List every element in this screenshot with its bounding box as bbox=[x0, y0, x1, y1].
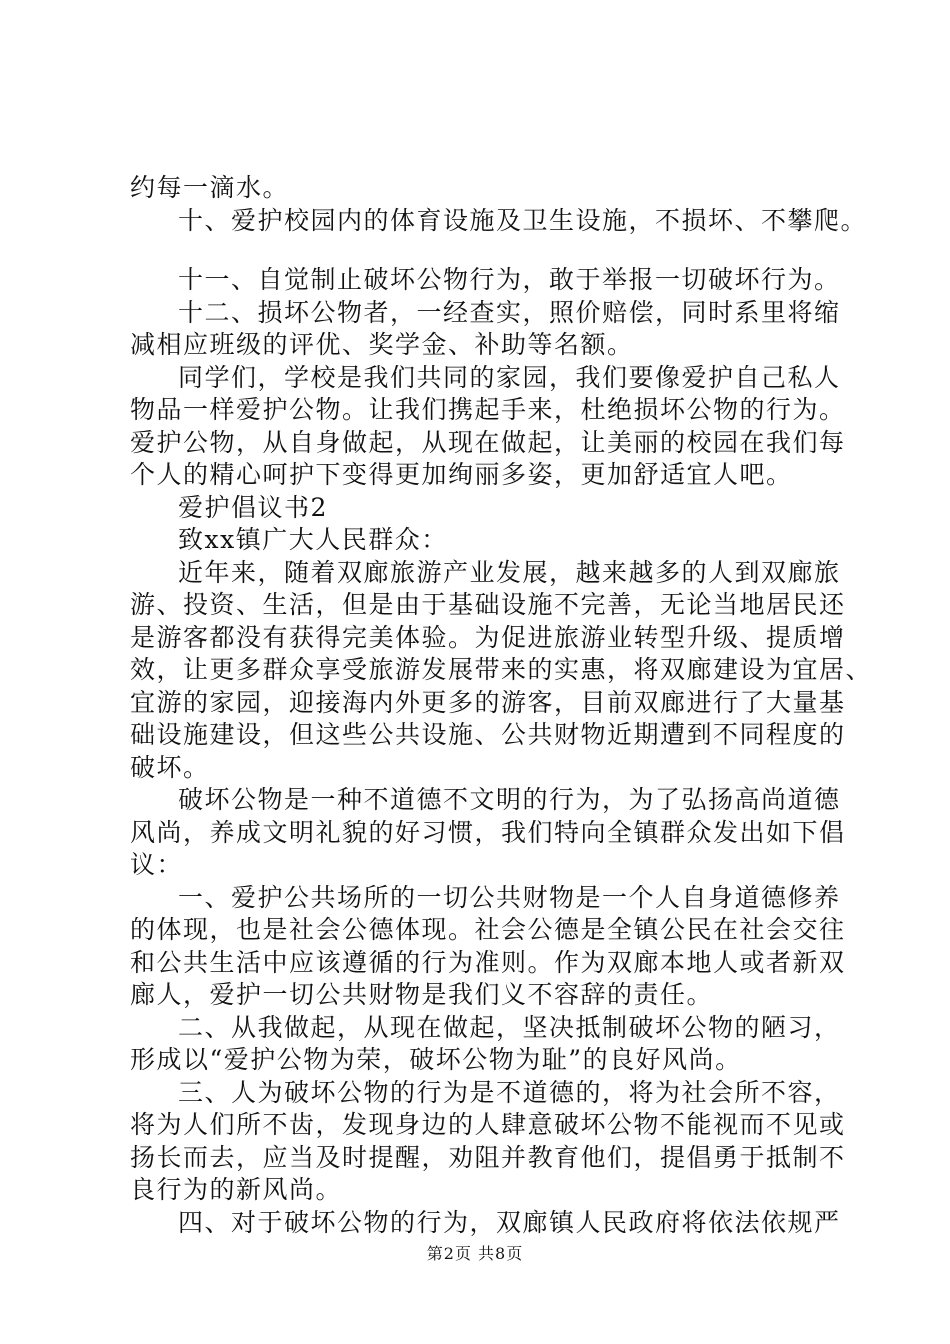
text-line: 形成以“爱护公物为荣，破坏公物为耻”的良好风尚。 bbox=[130, 1045, 742, 1074]
text-line: 近年来，随着双廊旅游产业发展，越来越多的人到双廊旅 bbox=[178, 558, 841, 587]
text-line: 爱护公物，从自身做起，从现在做起，让美丽的校园在我们每 bbox=[130, 428, 846, 457]
text-line: 减相应班级的评优、奖学金、补助等名额。 bbox=[130, 330, 634, 359]
text-line: 三、人为破坏公物的行为是不道德的，将为社会所不容， bbox=[178, 1078, 841, 1107]
text-line: 是游客都没有获得完美体验。为促进旅游业转型升级、提质增 bbox=[130, 623, 846, 652]
text-line: 游、投资、生活，但是由于基础设施不完善，无论当地居民还 bbox=[130, 590, 846, 619]
text-line: 十一、自觉制止破坏公物行为，敢于举报一切破坏行为。 bbox=[178, 265, 841, 294]
text-line: 风尚，养成文明礼貌的好习惯，我们特向全镇群众发出如下倡 bbox=[130, 818, 846, 847]
text-line: 十、爱护校园内的体育设施及卫生设施，不损坏、不攀爬。 bbox=[178, 206, 868, 235]
text-line: 良行为的新风尚。 bbox=[130, 1175, 343, 1204]
text-line: 将为人们所不齿，发现身边的人肆意破坏公物不能视而不见或 bbox=[130, 1110, 846, 1139]
text-line: 效，让更多群众享受旅游发展带来的实惠，将双廊建设为宜居、 bbox=[130, 655, 873, 684]
text-line: 和公共生活中应该遵循的行为准则。作为双廊本地人或者新双 bbox=[130, 948, 846, 977]
text-line: 础设施建设，但这些公共设施、公共财物近期遭到不同程度的 bbox=[130, 720, 846, 749]
page-number: 第2页 共8页 bbox=[426, 1244, 524, 1263]
text-line: 议： bbox=[130, 850, 184, 879]
text-line: 一、爱护公共场所的一切公共财物是一个人自身道德修养 bbox=[178, 883, 841, 912]
text-line: 个人的精心呵护下变得更加绚丽多姿，更加舒适宜人吧。 bbox=[130, 460, 793, 489]
text-line: 同学们，学校是我们共同的家园，我们要像爱护自己私人 bbox=[178, 363, 841, 392]
section-heading: 爱护倡议书2 bbox=[178, 493, 328, 522]
text-line: 十二、损坏公物者，一经查实，照价赔偿，同时系里将缩 bbox=[178, 298, 841, 327]
salutation: 致xx镇广大人民群众： bbox=[178, 525, 448, 554]
text-line: 破坏公物是一种不道德不文明的行为，为了弘扬高尚道德 bbox=[178, 785, 841, 814]
text-line: 的体现，也是社会公德体现。社会公德是全镇公民在社会交往 bbox=[130, 915, 846, 944]
text-line: 约每一滴水。 bbox=[130, 173, 290, 202]
text-line: 二、从我做起，从现在做起，坚决抵制破坏公物的陋习， bbox=[178, 1013, 841, 1042]
text-line: 破坏。 bbox=[130, 753, 210, 782]
text-line: 宜游的家园，迎接海内外更多的游客，目前双廊进行了大量基 bbox=[130, 688, 846, 717]
text-line: 扬长而去，应当及时提醒，劝阻并教育他们，提倡勇于抵制不 bbox=[130, 1143, 846, 1172]
text-line: 物品一样爱护公物。让我们携起手来，杜绝损坏公物的行为。 bbox=[130, 395, 846, 424]
text-line: 四、对于破坏公物的行为，双廊镇人民政府将依法依规严 bbox=[178, 1208, 841, 1237]
text-line: 廊人，爱护一切公共财物是我们义不容辞的责任。 bbox=[130, 980, 714, 1009]
